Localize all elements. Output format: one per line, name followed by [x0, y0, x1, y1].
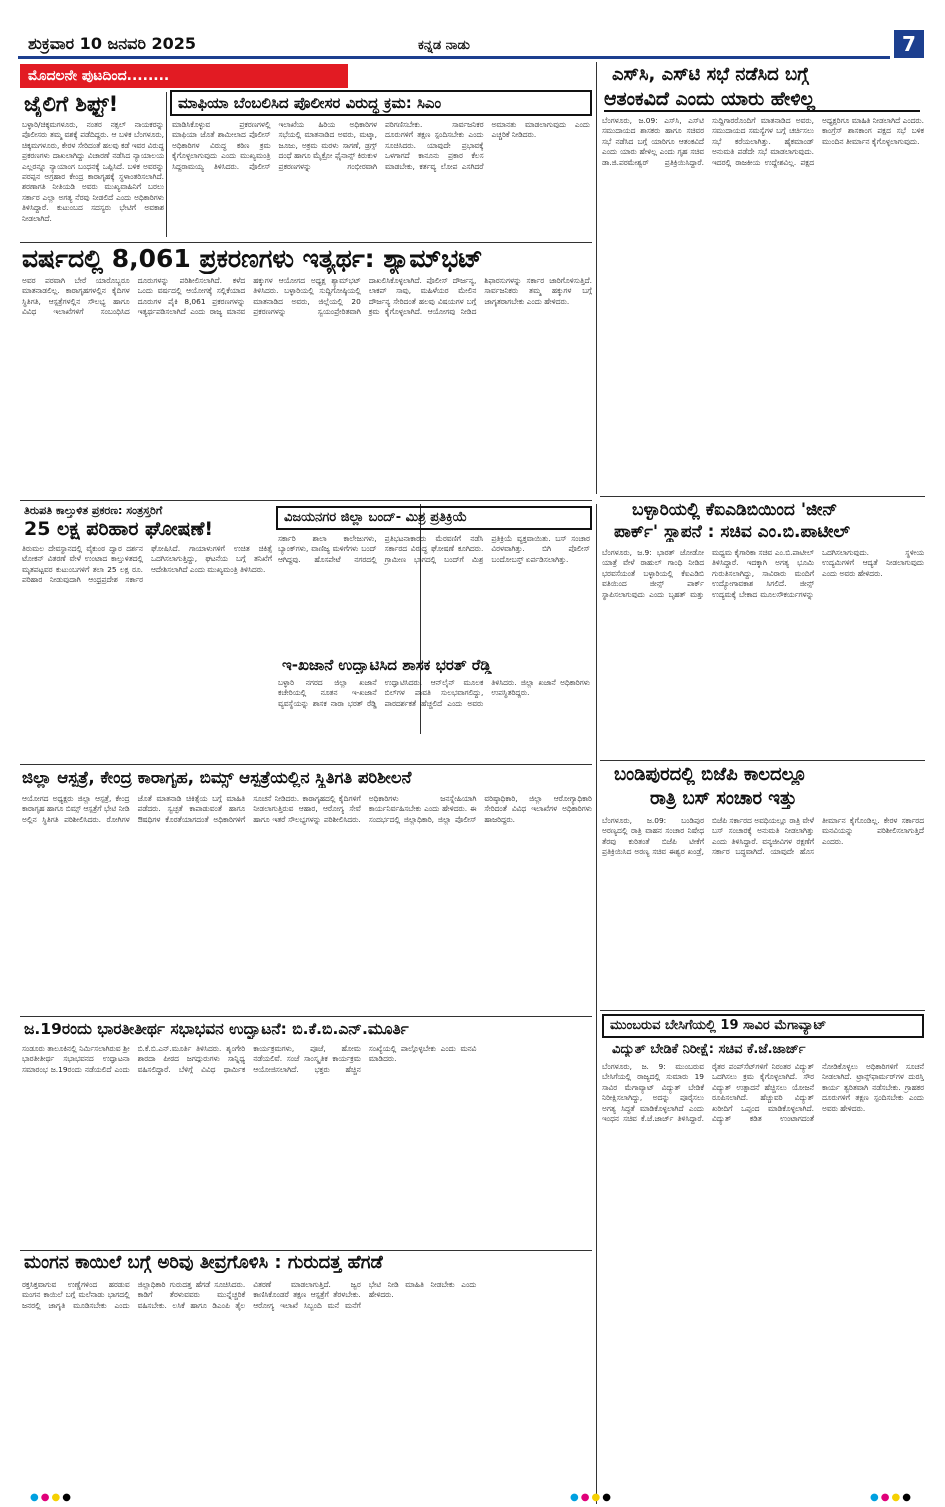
headline-hospital-inspection: ಜಿಲ್ಲಾ ಆಸ್ಪತ್ರೆ, ಕೇಂದ್ರ ಕಾರಾಗೃಹ, ಬಿಮ್ಸ್ ಆಸ್ಪತ್ರೆಯಲ್ಲಿನ ಸ್ಥಿತಿಗತಿ ಪರಿಶೀಲನೆ: [22, 768, 412, 787]
headline-tirupati: 25 ಲಕ್ಷ ಪರಿಹಾರ ಘೋಷಣೆ!: [24, 518, 214, 540]
headline-bandipur-line2: ರಾತ್ರಿ ಬಸ್ ಸಂಚಾರ ಇತ್ತು: [650, 788, 797, 809]
headline-jail-shift: ಜೈಲಿಗೆ ಶಿಫ್ಟ್!: [24, 92, 119, 116]
story-body: ರಕ್ತಸಿಕ್ತವಾಗುವ ಉಣ್ಣೆಗಳಿಂದ ಹರಡುವ ಮಂಗನ ಕಾಯಿಲೆ ಬಗ್ಗೆ ಮಲೆನಾಡು ಭಾಗದಲ್ಲಿ ಜನರಲ್ಲಿ ಜಾಗೃತಿ ಮೂಡಿಸಬೇಕು ಎಂದು ಜಿಲ್ಲಾಧಿಕಾರಿ ಗುರುದತ್ತ ಹೆಗಡೆ ಸೂಚಿಸಿದರು. ಕಾಡಿಗೆ ತೆರಳುವವರು ಮುನ್ನೆಚ್ಚರಿಕೆ ವಹಿಸಬೇಕು. ಲಸಿಕೆ ಹಾಗೂ ಡಿಎಂಪಿ ತೈಲ ವಿತರಣೆ ಮಾಡಲಾಗುತ್ತಿದೆ. ಜ್ವರ ಕಾಣಿಸಿಕೊಂಡರೆ ತಕ್ಷಣ ಆಸ್ಪತ್ರೆಗೆ ತೆರಳಬೇಕು. ಆರೋಗ್ಯ ಇಲಾಖೆ ಸಿಬ್ಬಂದಿ ಮನೆ ಮನೆಗೆ ಭೇಟಿ ನೀಡಿ ಮಾಹಿತಿ ನೀಡಬೇಕು ಎಂದು ಹೇಳಿದರು.: [22, 1280, 477, 1310]
story-body: ಬೆಂಗಳೂರು, ಜ.09: ಬಂಡಿಪುರ ಅರಣ್ಯದಲ್ಲಿ ರಾತ್ರಿ ವಾಹನ ಸಂಚಾರ ನಿಷೇಧ ತೆರವು ಕುರಿತಂತೆ ಬಿಜೆಪಿ ಟೀಕೆಗೆ ಪ್ರತಿಕ್ರಿಯಿಸಿದ ಅರಣ್ಯ ಸಚಿವ ಈಶ್ವರ ಖಂಡ್ರೆ, ಬಿಜೆಪಿ ಸರ್ಕಾರದ ಅವಧಿಯಲ್ಲೂ ರಾತ್ರಿ ವೇಳೆ ಬಸ್ ಸಂಚಾರಕ್ಕೆ ಅನುಮತಿ ನೀಡಲಾಗಿತ್ತು ಎಂದು ತಿಳಿಸಿದ್ದಾರೆ. ವನ್ಯಜೀವಿಗಳ ರಕ್ಷಣೆಗೆ ಸರ್ಕಾರ ಬದ್ಧವಾಗಿದೆ. ಯಾವುದೇ ಹೊಸ ತೀರ್ಮಾನ ಕೈಗೊಂಡಿಲ್ಲ. ಕೇರಳ ಸರ್ಕಾರದ ಮನವಿಯನ್ನು ಪರಿಶೀಲಿಸಲಾಗುತ್ತಿದೆ ಎಂದರು.: [602, 816, 924, 857]
story-body: ಮಾಡಿಸಿಕೊಳ್ಳುವ ಪ್ರಕರಣಗಳಲ್ಲಿ ಮಾಫಿಯಾ ಜೊತೆ ಶಾಮೀಲಾದ ಪೊಲೀಸ್ ಅಧಿಕಾರಿಗಳ ವಿರುದ್ಧ ಕಠಿಣ ಕ್ರಮ ಕೈಗೊಳ್ಳಲಾಗುವುದು ಎಂದು ಮುಖ್ಯಮಂತ್ರಿ ಸಿದ್ದರಾಮಯ್ಯ ತಿಳಿಸಿದರು. ಪೊಲೀಸ್ ಇಲಾಖೆಯ ಹಿರಿಯ ಅಧಿಕಾರಿಗಳ ಸಭೆಯಲ್ಲಿ ಮಾತನಾಡಿದ ಅವರು, ಮಟ್ಕಾ, ಜೂಜು, ಅಕ್ರಮ ಮರಳು ಸಾಗಣೆ, ಡ್ರಗ್ಸ್ ದಂಧೆ ಹಾಗೂ ಮೈಕ್ರೋ ಫೈನಾನ್ಸ್ ಕಿರುಕುಳ ಪ್ರಕರಣಗಳನ್ನು ಗಂಭೀರವಾಗಿ ಪರಿಗಣಿಸಬೇಕು. ಸಾರ್ವಜನಿಕರ ದೂರುಗಳಿಗೆ ತಕ್ಷಣ ಸ್ಪಂದಿಸಬೇಕು ಎಂದು ಸೂಚಿಸಿದರು. ಯಾವುದೇ ಪ್ರಭಾವಕ್ಕೆ ಒಳಗಾಗದೆ ಕಾನೂನು ಪ್ರಕಾರ ಕೆಲಸ ಮಾಡಬೇಕು, ಕರ್ತವ್ಯ ಲೋಪ ಎಸಗಿದರೆ ಅಮಾನತು ಮಾಡಲಾಗುವುದು ಎಂದು ಎಚ್ಚರಿಕೆ ನೀಡಿದರು.: [172, 120, 590, 171]
story-body: ಸರ್ಕಾರಿ ಶಾಲಾ ಕಾಲೇಜುಗಳು, ಬ್ಯಾಂಕ್‌ಗಳು, ವಾಣಿಜ್ಯ ಮಳಿಗೆಗಳು ಬಂದ್ ಆಗಿದ್ದವು. ಹೊಸಪೇಟೆ ನಗರದಲ್ಲಿ ಪ್ರತಿಭಟನಾಕಾರರು ಮೆರವಣಿಗೆ ನಡೆಸಿ ಸರ್ಕಾರದ ವಿರುದ್ಧ ಘೋಷಣೆ ಕೂಗಿದರು. ಗ್ರಾಮೀಣ ಭಾಗದಲ್ಲಿ ಬಂದ್‌ಗೆ ಮಿಶ್ರ ಪ್ರತಿಕ್ರಿಯೆ ವ್ಯಕ್ತವಾಯಿತು. ಬಸ್ ಸಂಚಾರ ವಿರಳವಾಗಿತ್ತು. ಬಿಗಿ ಪೊಲೀಸ್ ಬಂದೋಬಸ್ತ್ ಏರ್ಪಡಿಸಲಾಗಿತ್ತು.: [278, 534, 590, 564]
row-rule: [20, 500, 592, 501]
row-rule: [600, 1010, 925, 1011]
story-body: ಅವರ ಪರವಾಗಿ ಬೇರೆ ಯಾರೊಬ್ಬರೂ ಮಾತನಾಡಲಿಲ್ಲ. ಕಾರಾಗೃಹಗಳಲ್ಲಿನ ಕೈದಿಗಳ ಸ್ಥಿತಿಗತಿ, ಆಸ್ಪತ್ರೆಗಳಲ್ಲಿನ ಸೌಲಭ್ಯ ಹಾಗೂ ವಿವಿಧ ಇಲಾಖೆಗಳಿಗೆ ಸಂಬಂಧಿಸಿದ ದೂರುಗಳನ್ನು ಪರಿಶೀಲಿಸಲಾಗಿದೆ. ಕಳೆದ ಒಂದು ವರ್ಷದಲ್ಲಿ ಆಯೋಗಕ್ಕೆ ಸಲ್ಲಿಕೆಯಾದ ದೂರುಗಳ ಪೈಕಿ 8,061 ಪ್ರಕರಣಗಳನ್ನು ಇತ್ಯರ್ಥಪಡಿಸಲಾಗಿದೆ ಎಂದು ರಾಜ್ಯ ಮಾನವ ಹಕ್ಕುಗಳ ಆಯೋಗದ ಅಧ್ಯಕ್ಷ ಶ್ಯಾಮ್‌ಭಟ್ ತಿಳಿಸಿದರು. ಬಳ್ಳಾರಿಯಲ್ಲಿ ಸುದ್ದಿಗೋಷ್ಠಿಯಲ್ಲಿ ಮಾತನಾಡಿದ ಅವರು, ಜಿಲ್ಲೆಯಲ್ಲಿ 20 ಪ್ರಕರಣಗಳನ್ನು ಸ್ವಯಂಪ್ರೇರಿತವಾಗಿ ದಾಖಲಿಸಿಕೊಳ್ಳಲಾಗಿದೆ. ಪೊಲೀಸ್ ದೌರ್ಜನ್ಯ, ಲಾಕಪ್ ಸಾವು, ಮಹಿಳೆಯರ ಮೇಲಿನ ದೌರ್ಜನ್ಯ ಸೇರಿದಂತೆ ಹಲವು ವಿಷಯಗಳ ಬಗ್ಗೆ ಕ್ರಮ ಕೈಗೊಳ್ಳಲಾಗಿದೆ. ಆಯೋಗವು ನೀಡಿದ ಶಿಫಾರಸುಗಳನ್ನು ಸರ್ಕಾರ ಜಾರಿಗೊಳಿಸುತ್ತಿದೆ. ಸಾರ್ವಜನಿಕರು ತಮ್ಮ ಹಕ್ಕುಗಳ ಬಗ್ಗೆ ಜಾಗೃತರಾಗಬೇಕು ಎಂದು ಹೇಳಿದರು.: [22, 276, 592, 317]
row-rule: [20, 764, 592, 765]
headline-monkey-fever: ಮಂಗನ ಕಾಯಿಲೆ ಬಗ್ಗೆ ಅರಿವು ತೀವ್ರಗೊಳಿಸಿ : ಗುರುದತ್ತ ಹೆಗಡೆ: [24, 1252, 383, 1273]
section-label: ಮೊದಲನೇ ಪುಟದಿಂದ........: [20, 64, 348, 88]
headline-power-demand-line2: ವಿದ್ಯುತ್ ಬೇಡಿಕೆ ನಿರೀಕ್ಷೆ: ಸಚಿವ ಕೆ.ಜೆ.ಜಾರ್ಜ್: [612, 1042, 806, 1057]
page-number: 7: [894, 30, 924, 58]
headline-sc-st-meeting-line2: ಆತಂಕವಿದೆ ಎಂದು ಯಾರು ಹೇಳಿಲ್ಲ: [604, 88, 920, 112]
row-rule: [20, 242, 592, 243]
headline-mafia-police: ಮಾಫಿಯಾ ಬೆಂಬಲಿಸಿದ ಪೊಲೀಸರ ವಿರುದ್ಧ ಕ್ರಮ: ಸಿಎಂ: [170, 90, 592, 116]
headline-jeans-park: ಬಳ್ಳಾರಿಯಲ್ಲಿ ಕೆಐಎಡಿಬಿಯಿಂದ 'ಜೀನ್: [632, 500, 838, 520]
color-registration-marks: ●●●●: [870, 1492, 913, 1503]
row-rule: [20, 1250, 592, 1251]
header-rule: [18, 56, 890, 59]
edition-date: ಶುಕ್ರವಾರ 10 ಜನವರಿ 2025: [28, 34, 196, 53]
paper-name: ಕನ್ನಡ ನಾಡು: [418, 38, 470, 53]
story-body: ತಿರುಮಲ ದೇವಸ್ಥಾನದಲ್ಲಿ ವೈಕುಂಠ ದ್ವಾರ ದರ್ಶನ ಟೋಕನ್ ವಿತರಣೆ ವೇಳೆ ಉಂಟಾದ ಕಾಲ್ತುಳಿತದಲ್ಲಿ ಮೃತಪಟ್ಟವರ ಕುಟುಂಬಗಳಿಗೆ ತಲಾ 25 ಲಕ್ಷ ರೂ. ಪರಿಹಾರ ನೀಡುವುದಾಗಿ ಆಂಧ್ರಪ್ರದೇಶ ಸರ್ಕಾರ ಘೋಷಿಸಿದೆ. ಗಾಯಾಳುಗಳಿಗೆ ಉಚಿತ ಚಿಕಿತ್ಸೆ ಒದಗಿಸಲಾಗುತ್ತಿದ್ದು, ಘಟನೆಯ ಬಗ್ಗೆ ತನಿಖೆಗೆ ಆದೇಶಿಸಲಾಗಿದೆ ಎಂದು ಮುಖ್ಯಮಂತ್ರಿ ತಿಳಿಸಿದರು.: [22, 544, 272, 585]
row-rule: [600, 496, 925, 497]
color-registration-marks: ●●●●: [30, 1492, 73, 1503]
column-rule: [166, 92, 167, 237]
story-body: ಬೆಂಗಳೂರು, ಜ. 9: ಮುಂಬರುವ ಬೇಸಿಗೆಯಲ್ಲಿ ರಾಜ್ಯದಲ್ಲಿ ಸುಮಾರು 19 ಸಾವಿರ ಮೆಗಾವ್ಯಾಟ್ ವಿದ್ಯುತ್ ಬೇಡಿಕೆ ನಿರೀಕ್ಷಿಸಲಾಗಿದ್ದು, ಅದನ್ನು ಪೂರೈಸಲು ಅಗತ್ಯ ಸಿದ್ಧತೆ ಮಾಡಿಕೊಳ್ಳಲಾಗಿದೆ ಎಂದು ಇಂಧನ ಸಚಿವ ಕೆ.ಜೆ.ಜಾರ್ಜ್ ತಿಳಿಸಿದ್ದಾರೆ. ರೈತರ ಪಂಪ್‌ಸೆಟ್‌ಗಳಿಗೆ ನಿರಂತರ ವಿದ್ಯುತ್ ಒದಗಿಸಲು ಕ್ರಮ ಕೈಗೊಳ್ಳಲಾಗಿದೆ. ಸೌರ ವಿದ್ಯುತ್ ಉತ್ಪಾದನೆ ಹೆಚ್ಚಿಸಲು ಯೋಜನೆ ರೂಪಿಸಲಾಗಿದೆ. ಹೆಚ್ಚುವರಿ ವಿದ್ಯುತ್ ಖರೀದಿಗೆ ಒಪ್ಪಂದ ಮಾಡಿಕೊಳ್ಳಲಾಗಿದೆ. ವಿದ್ಯುತ್ ಕಡಿತ ಉಂಟಾಗದಂತೆ ನೋಡಿಕೊಳ್ಳಲು ಅಧಿಕಾರಿಗಳಿಗೆ ಸೂಚನೆ ನೀಡಲಾಗಿದೆ. ಟ್ರಾನ್ಸ್‌ಫಾರ್ಮರ್‌ಗಳ ದುರಸ್ತಿ ಕಾರ್ಯ ತ್ವರಿತವಾಗಿ ನಡೆಸಬೇಕು. ಗ್ರಾಹಕರ ದೂರುಗಳಿಗೆ ತಕ್ಷಣ ಸ್ಪಂದಿಸಬೇಕು ಎಂದು ಅವರು ಹೇಳಿದರು.: [602, 1062, 924, 1124]
story-body: ಬೆಂಗಳೂರು, ಜ.09: ಎಸ್‌ಸಿ, ಎಸ್‌ಟಿ ಸಮುದಾಯದ ಶಾಸಕರು ಹಾಗೂ ಸಚಿವರ ಸಭೆ ನಡೆಸಿದ ಬಗ್ಗೆ ಯಾರಿಗೂ ಆತಂಕವಿದೆ ಎಂದು ಯಾರು ಹೇಳಿಲ್ಲ ಎಂದು ಗೃಹ ಸಚಿವ ಡಾ.ಜಿ.ಪರಮೇಶ್ವರ್ ಪ್ರತಿಕ್ರಿಯಿಸಿದ್ದಾರೆ. ಸುದ್ದಿಗಾರರೊಂದಿಗೆ ಮಾತನಾಡಿದ ಅವರು, ಸಮುದಾಯದ ಸಮಸ್ಯೆಗಳ ಬಗ್ಗೆ ಚರ್ಚಿಸಲು ಸಭೆ ಕರೆಯಲಾಗಿತ್ತು. ಹೈಕಮಾಂಡ್ ಅನುಮತಿ ಪಡೆದೇ ಸಭೆ ಮಾಡಲಾಗುವುದು. ಇದರಲ್ಲಿ ರಾಜಕೀಯ ಉದ್ದೇಶವಿಲ್ಲ. ಪಕ್ಷದ ಅಧ್ಯಕ್ಷರಿಗೂ ಮಾಹಿತಿ ನೀಡಲಾಗಿದೆ ಎಂದರು. ಕಾಂಗ್ರೆಸ್ ಶಾಸಕಾಂಗ ಪಕ್ಷದ ಸಭೆ ಬಳಿಕ ಮುಂದಿನ ತೀರ್ಮಾನ ಕೈಗೊಳ್ಳಲಾಗುವುದು.: [602, 116, 924, 167]
headline-tirupati-kicker: ತಿರುಪತಿ ಕಾಲ್ತುಳಿತ ಪ್ರಕರಣ: ಸಂತ್ರಸ್ತರಿಗೆ: [24, 504, 163, 517]
headline-bandipur: ಬಂಡಿಪುರದಲ್ಲಿ ಬಿಜೆಪಿ ಕಾಲದಲ್ಲೂ: [614, 764, 807, 785]
headline-e-khajane: ಇ-ಖಜಾನೆ ಉದ್ಘಾಟಿಸಿದ ಶಾಸಕ ಭರತ್ ರೆಡ್ಡಿ: [282, 656, 492, 674]
story-body: ಬಳ್ಳಾರಿ ನಗರದ ಜಿಲ್ಲಾ ಖಜಾನೆ ಕಚೇರಿಯಲ್ಲಿ ನೂತನ ಇ-ಖಜಾನೆ ವ್ಯವಸ್ಥೆಯನ್ನು ಶಾಸಕ ನಾರಾ ಭರತ್ ರೆಡ್ಡಿ ಉದ್ಘಾಟಿಸಿದರು. ಆನ್‌ಲೈನ್ ಮೂಲಕ ಬಿಲ್‌ಗಳ ಪಾವತಿ ಸುಲಭವಾಗಲಿದ್ದು, ಪಾರದರ್ಶಕತೆ ಹೆಚ್ಚಲಿದೆ ಎಂದು ಅವರು ತಿಳಿಸಿದರು. ಜಿಲ್ಲಾ ಖಜಾನೆ ಅಧಿಕಾರಿಗಳು ಉಪಸ್ಥಿತರಿದ್ದರು.: [278, 678, 590, 708]
column-rule: [596, 62, 597, 494]
story-body: ಸಂಡೂರು ತಾಲೂಕಿನಲ್ಲಿ ನಿರ್ಮಿಸಲಾಗಿರುವ ಶ್ರೀ ಭಾರತೀತೀರ್ಥ ಸಭಾಭವನದ ಉದ್ಘಾಟನಾ ಸಮಾರಂಭ ಜ.19ರಂದು ನಡೆಯಲಿದೆ ಎಂದು ಬಿ.ಕೆ.ಬಿ.ಎನ್.ಮೂರ್ತಿ ತಿಳಿಸಿದರು. ಶೃಂಗೇರಿ ಶಾರದಾ ಪೀಠದ ಜಗದ್ಗುರುಗಳು ಸಾನ್ನಿಧ್ಯ ವಹಿಸಲಿದ್ದಾರೆ. ಬೆಳಿಗ್ಗೆ ವಿವಿಧ ಧಾರ್ಮಿಕ ಕಾರ್ಯಕ್ರಮಗಳು, ಪೂಜೆ, ಹೋಮ ನಡೆಯಲಿವೆ. ಸಂಜೆ ಸಾಂಸ್ಕೃತಿಕ ಕಾರ್ಯಕ್ರಮ ಆಯೋಜಿಸಲಾಗಿದೆ. ಭಕ್ತರು ಹೆಚ್ಚಿನ ಸಂಖ್ಯೆಯಲ್ಲಿ ಪಾಲ್ಗೊಳ್ಳಬೇಕು ಎಂದು ಮನವಿ ಮಾಡಿದರು.: [22, 1044, 477, 1074]
headline-vijayanagara-bandh: ವಿಜಯನಗರ ಜಿಲ್ಲಾ ಬಂದ್- ಮಿಶ್ರ ಪ್ರತಿಕ್ರಿಯೆ: [276, 506, 592, 530]
color-registration-marks: ●●●●: [570, 1492, 613, 1503]
headline-cases-settled: ವರ್ಷದಲ್ಲಿ 8,061 ಪ್ರಕರಣಗಳು ಇತ್ಯರ್ಥ: ಶ್ಯಾಮ್‌ಭಟ್: [22, 244, 483, 273]
headline-sabhabhavana: ಜ.19ರಂದು ಭಾರತೀತೀರ್ಥ ಸಭಾಭವನ ಉದ್ಘಾಟನೆ: ಬಿ.ಕೆ.ಬಿ.ಎನ್.ಮೂರ್ತಿ: [24, 1020, 409, 1038]
row-rule: [20, 1016, 592, 1017]
headline-sc-st-meeting: ಎಸ್‌ಸಿ, ಎಸ್‌ಟಿ ಸಭೆ ನಡೆಸಿದ ಬಗ್ಗೆ: [612, 64, 809, 85]
masthead: [0, 0, 945, 60]
column-rule: [596, 504, 597, 1504]
row-rule: [600, 760, 925, 761]
story-body: ಬೆಂಗಳೂರು, ಜ.9: ಭಾರತ್ ಜೋಡೋ ಯಾತ್ರೆ ವೇಳೆ ರಾಹುಲ್ ಗಾಂಧಿ ನೀಡಿದ ಭರವಸೆಯಂತೆ ಬಳ್ಳಾರಿಯಲ್ಲಿ ಕೆಐಎಡಿಬಿ ವತಿಯಿಂದ ಜೀನ್ಸ್ ಪಾರ್ಕ್ ಸ್ಥಾಪಿಸಲಾಗುವುದು ಎಂದು ಬೃಹತ್ ಮತ್ತು ಮಧ್ಯಮ ಕೈಗಾರಿಕಾ ಸಚಿವ ಎಂ.ಬಿ.ಪಾಟೀಲ್ ತಿಳಿಸಿದ್ದಾರೆ. ಇದಕ್ಕಾಗಿ ಅಗತ್ಯ ಭೂಮಿ ಗುರುತಿಸಲಾಗಿದ್ದು, ಸಾವಿರಾರು ಮಂದಿಗೆ ಉದ್ಯೋಗಾವಕಾಶ ಸಿಗಲಿದೆ. ಜೀನ್ಸ್ ಉದ್ಯಮಕ್ಕೆ ಬೇಕಾದ ಮೂಲಸೌಕರ್ಯಗಳನ್ನು ಒದಗಿಸಲಾಗುವುದು. ಸ್ಥಳೀಯ ಉದ್ಯಮಿಗಳಿಗೆ ಆದ್ಯತೆ ನೀಡಲಾಗುವುದು ಎಂದು ಅವರು ಹೇಳಿದರು.: [602, 548, 924, 599]
story-body: ಆಯೋಗದ ಅಧ್ಯಕ್ಷರು ಜಿಲ್ಲಾ ಆಸ್ಪತ್ರೆ, ಕೇಂದ್ರ ಕಾರಾಗೃಹ ಹಾಗೂ ಬಿಮ್ಸ್ ಆಸ್ಪತ್ರೆಗೆ ಭೇಟಿ ನೀಡಿ ಅಲ್ಲಿನ ಸ್ಥಿತಿಗತಿ ಪರಿಶೀಲಿಸಿದರು. ರೋಗಿಗಳ ಜೊತೆ ಮಾತನಾಡಿ ಚಿಕಿತ್ಸೆಯ ಬಗ್ಗೆ ಮಾಹಿತಿ ಪಡೆದರು. ಸ್ವಚ್ಛತೆ ಕಾಪಾಡುವಂತೆ ಹಾಗೂ ಔಷಧಿಗಳ ಕೊರತೆಯಾಗದಂತೆ ಅಧಿಕಾರಿಗಳಿಗೆ ಸೂಚನೆ ನೀಡಿದರು. ಕಾರಾಗೃಹದಲ್ಲಿ ಕೈದಿಗಳಿಗೆ ನೀಡಲಾಗುತ್ತಿರುವ ಆಹಾರ, ಆರೋಗ್ಯ ಸೇವೆ ಹಾಗೂ ಇತರೆ ಸೌಲಭ್ಯಗಳನ್ನು ಪರಿಶೀಲಿಸಿದರು. ಅಧಿಕಾರಿಗಳು ಜನಸ್ನೇಹಿಯಾಗಿ ಕಾರ್ಯನಿರ್ವಹಿಸಬೇಕು ಎಂದು ಹೇಳಿದರು. ಈ ಸಂದರ್ಭದಲ್ಲಿ ಜಿಲ್ಲಾಧಿಕಾರಿ, ಜಿಲ್ಲಾ ಪೊಲೀಸ್ ವರಿಷ್ಠಾಧಿಕಾರಿ, ಜಿಲ್ಲಾ ಆರೋಗ್ಯಾಧಿಕಾರಿ ಸೇರಿದಂತೆ ವಿವಿಧ ಇಲಾಖೆಗಳ ಅಧಿಕಾರಿಗಳು ಹಾಜರಿದ್ದರು.: [22, 794, 592, 824]
headline-power-demand: ಮುಂಬರುವ ಬೇಸಿಗೆಯಲ್ಲಿ 19 ಸಾವಿರ ಮೆಗಾವ್ಯಾಟ್: [602, 1014, 924, 1038]
headline-jeans-park-line2: ಪಾರ್ಕ್' ಸ್ಥಾಪನೆ : ಸಚಿವ ಎಂ.ಬಿ.ಪಾಟೀಲ್: [614, 522, 850, 542]
story-body: ಬಳ್ಳಾರಿ/ಚಿಕ್ಕಮಗಳೂರು, ನಂತರ ನಕ್ಸಲ್ ನಾಯಕರನ್ನು ಪೊಲೀಸರು ತಮ್ಮ ವಶಕ್ಕೆ ಪಡೆದಿದ್ದರು. ಆ ಬಳಿಕ ಬೆಂಗಳೂರು, ಚಿಕ್ಕಮಗಳೂರು, ಕೇರಳ ಸೇರಿದಂತೆ ಹಲವು ಕಡೆ ಇವರ ವಿರುದ್ಧ ಪ್ರಕರಣಗಳು ದಾಖಲಾಗಿದ್ದು ವಿಚಾರಣೆ ನಡೆಸಿದ ನ್ಯಾಯಾಲಯ ಎಲ್ಲರನ್ನೂ ನ್ಯಾಯಾಂಗ ಬಂಧನಕ್ಕೆ ಒಪ್ಪಿಸಿದೆ. ಬಳಿಕ ಅವರನ್ನು ಪರಪ್ಪನ ಅಗ್ರಹಾರ ಕೇಂದ್ರ ಕಾರಾಗೃಹಕ್ಕೆ ಸ್ಥಳಾಂತರಿಸಲಾಗಿದೆ. ಶರಣಾಗತಿ ನೀತಿಯಡಿ ಅವರು ಮುಖ್ಯವಾಹಿನಿಗೆ ಬರಲು ಸರ್ಕಾರ ಎಲ್ಲಾ ಅಗತ್ಯ ನೆರವು ನೀಡಲಿದೆ ಎಂದು ಅಧಿಕಾರಿಗಳು ತಿಳಿಸಿದ್ದಾರೆ. ಕುಟುಂಬದ ಸದಸ್ಯರು ಭೇಟಿಗೆ ಅವಕಾಶ ನೀಡಲಾಗಿದೆ.: [22, 120, 164, 223]
